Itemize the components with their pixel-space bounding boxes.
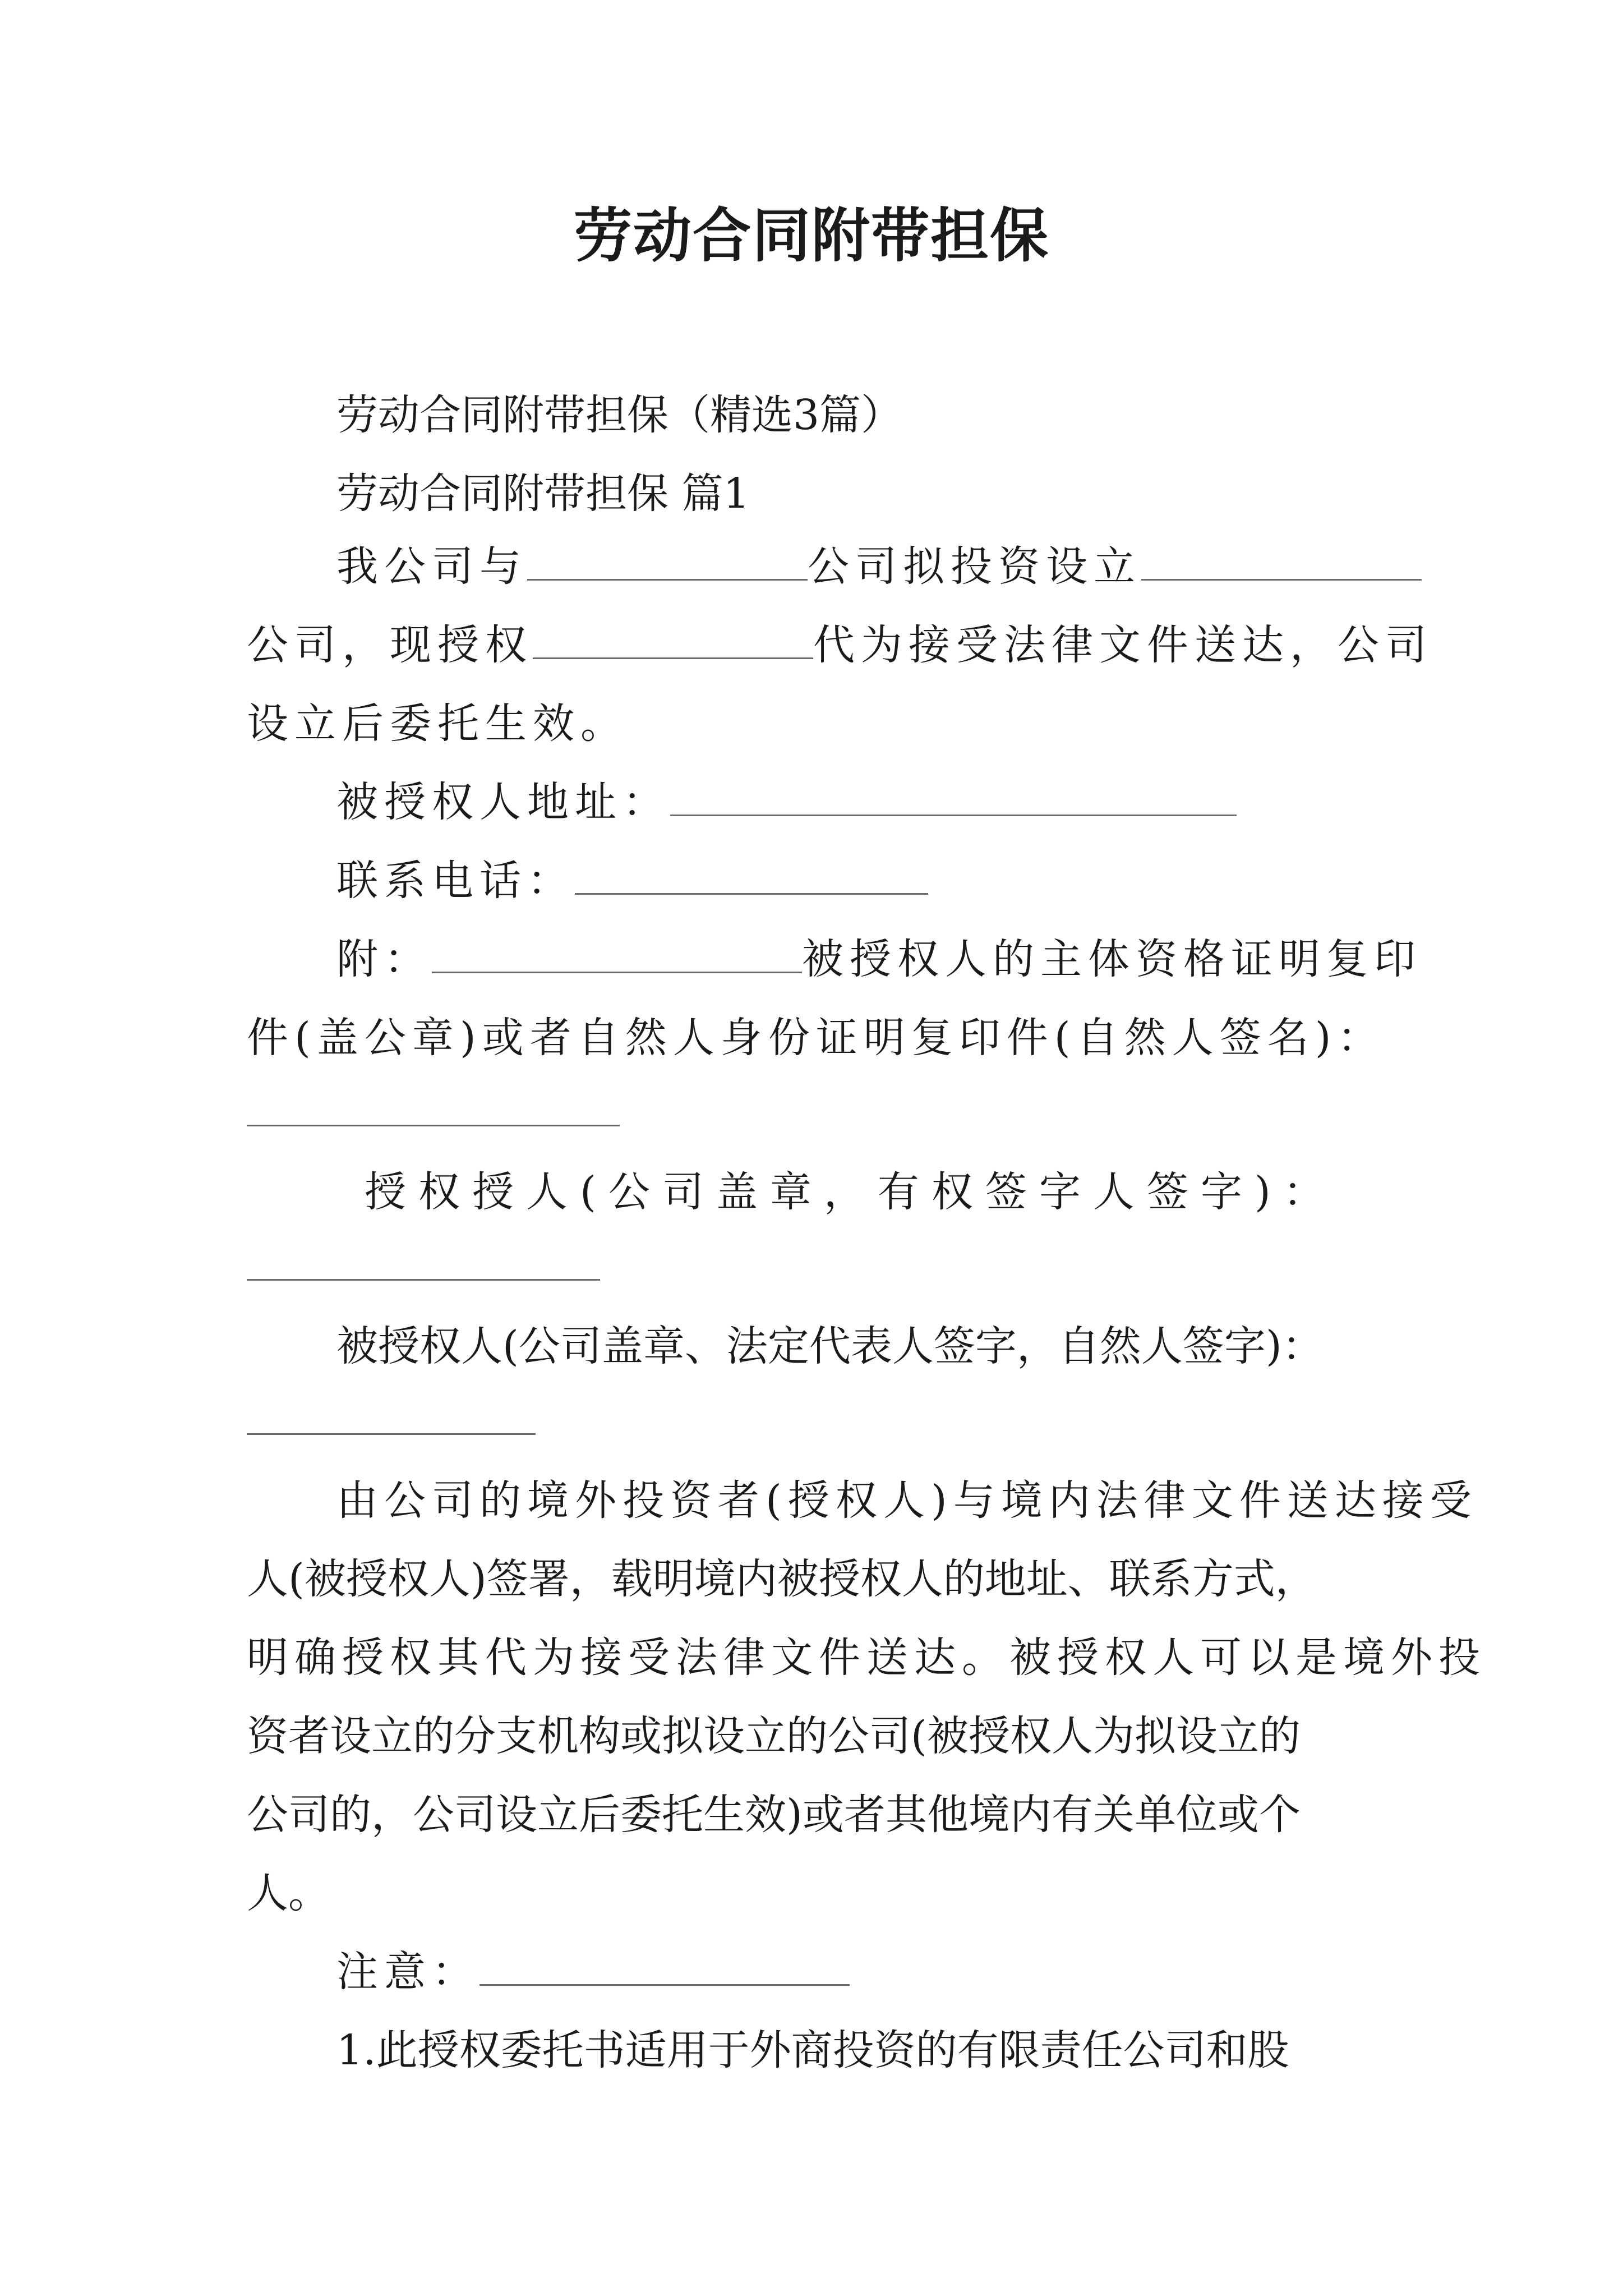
grantor-label: 授权授人(公司盖章，有权签字人签字)： bbox=[365, 1168, 1337, 1216]
document-title: 劳动合同附带担保 bbox=[573, 201, 1049, 270]
blank-line bbox=[1141, 545, 1422, 581]
attachment-line-2: 件(盖公章)或者自然人身份证明复印件(自然人签名)： bbox=[247, 1014, 1385, 1062]
subtitle: 劳动合同附带担保（精选3篇） bbox=[336, 391, 903, 439]
grantee-signature-line bbox=[247, 1433, 536, 1435]
grantee-label: 被授权人(公司盖章、法定代表人签字，自然人签字)： bbox=[336, 1322, 1324, 1370]
note-blank bbox=[479, 1950, 850, 1986]
address-blank bbox=[670, 781, 1237, 816]
text-fragment: 代为接受法律文件送达，公司 bbox=[813, 621, 1433, 669]
paragraph-1-line-3: 设立后委托生效。 bbox=[247, 700, 628, 748]
explanation-line-1: 由公司的境外投资者(授权人)与境内法律文件送达接受 bbox=[336, 1476, 1478, 1525]
explanation-line-5: 公司的，公司设立后委托生效)或者其他境内有关单位或个 bbox=[247, 1791, 1301, 1839]
explanation-line-4: 资者设立的分支机构或拟设立的公司(被授权人为拟设立的 bbox=[247, 1712, 1301, 1760]
attachment-line-1 bbox=[336, 931, 1422, 987]
phone-row bbox=[336, 853, 928, 909]
explanation-line-6: 人。 bbox=[247, 1869, 330, 1917]
attach-label: 附： bbox=[336, 935, 432, 983]
text-fragment: 公司，现授权 bbox=[247, 621, 533, 669]
paragraph-1-line-1 bbox=[336, 539, 1422, 595]
text-fragment: 公司拟投资设立 bbox=[808, 542, 1141, 591]
note-item-1: 1.此授权委托书适用于外商投资的有限责任公司和股 bbox=[336, 2026, 1289, 2074]
grantor-signature-line bbox=[247, 1279, 600, 1281]
explanation-line-2: 人(被授权人)签署，载明境内被授权人的地址、联系方式， bbox=[247, 1555, 1317, 1603]
address-label: 被授权人地址： bbox=[336, 778, 670, 826]
attach-signature-line bbox=[247, 1125, 620, 1126]
attach-text: 被授权人的主体资格证明复印 bbox=[802, 935, 1422, 983]
attach-blank bbox=[432, 938, 802, 973]
phone-blank bbox=[575, 859, 928, 895]
section-heading: 劳动合同附带担保 篇1 bbox=[336, 470, 750, 518]
phone-label: 联系电话： bbox=[336, 857, 575, 905]
note-row bbox=[336, 1944, 850, 2000]
blank-line bbox=[533, 624, 813, 659]
paragraph-1-line-2 bbox=[247, 617, 1433, 673]
address-row bbox=[336, 774, 1237, 830]
text-fragment: 我公司与 bbox=[336, 542, 527, 591]
blank-line bbox=[527, 545, 808, 581]
note-label: 注意： bbox=[336, 1948, 479, 1996]
explanation-line-3: 明确授权其代为接受法律文件送达。被授权人可以是境外投 bbox=[247, 1634, 1486, 1682]
